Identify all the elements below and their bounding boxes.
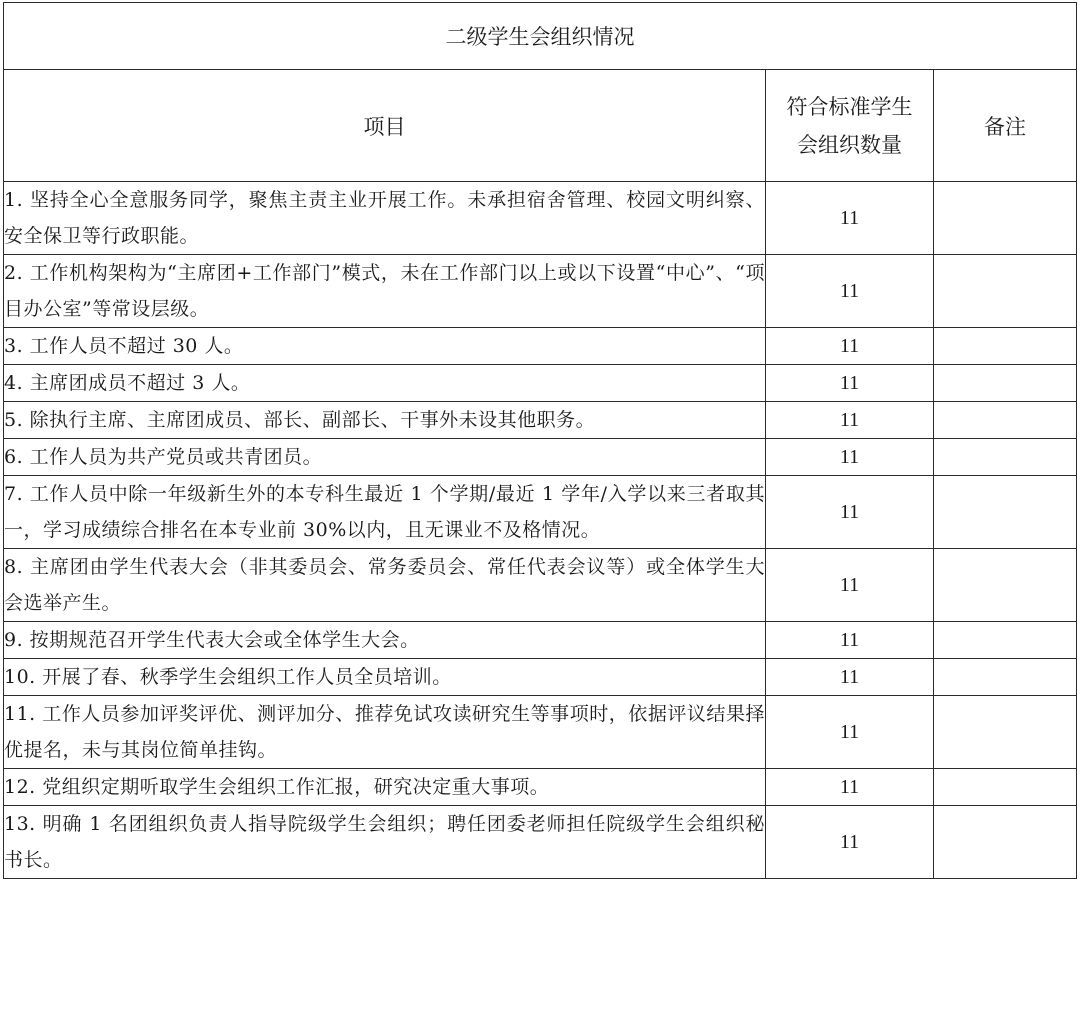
row-item: 2. 工作机构架构为“主席团+工作部门”模式，未在工作部门以上或以下设置“中心”、“项目办公室”等常设层级。 [4,255,766,328]
row-note [934,402,1077,439]
row-count: 11 [766,769,934,806]
row-count: 11 [766,255,934,328]
row-note [934,769,1077,806]
row-item: 4. 主席团成员不超过 3 人。 [4,365,766,402]
title-row [4,3,1077,70]
row-note [934,476,1077,549]
row-count: 11 [766,439,934,476]
row-note [934,439,1077,476]
table-row [4,402,1077,439]
table-row [4,659,1077,696]
row-note [934,255,1077,328]
row-note [934,549,1077,622]
row-note [934,659,1077,696]
row-item: 10. 开展了春、秋季学生会组织工作人员全员培训。 [4,659,766,696]
row-note [934,806,1077,879]
row-count: 11 [766,476,934,549]
row-note [934,622,1077,659]
table-title: 二级学生会组织情况 [4,3,1077,70]
row-item: 9. 按期规范召开学生代表大会或全体学生大会。 [4,622,766,659]
table-row [4,696,1077,769]
table-row [4,622,1077,659]
row-count: 11 [766,182,934,255]
header-item: 项目 [4,70,766,182]
row-count: 11 [766,328,934,365]
row-item: 1. 坚持全心全意服务同学，聚焦主责主业开展工作。未承担宿舍管理、校园文明纠察、安全保卫等行政职能。 [4,182,766,255]
header-count-line1: 符合标准学生 [786,94,913,119]
table-row [4,255,1077,328]
header-row [4,70,1077,182]
row-item: 8. 主席团由学生代表大会（非其委员会、常务委员会、常任代表会议等）或全体学生大会选举产生。 [4,549,766,622]
table-row [4,365,1077,402]
row-item: 12. 党组织定期听取学生会组织工作汇报，研究决定重大事项。 [4,769,766,806]
row-count: 11 [766,696,934,769]
row-item: 5. 除执行主席、主席团成员、部长、副部长、干事外未设其他职务。 [4,402,766,439]
header-note: 备注 [934,70,1077,182]
row-item: 13. 明确 1 名团组织负责人指导院级学生会组织；聘任团委老师担任院级学生会组织秘书长。 [4,806,766,879]
row-count: 11 [766,622,934,659]
row-count: 11 [766,659,934,696]
row-count: 11 [766,549,934,622]
row-count: 11 [766,402,934,439]
table-row [4,476,1077,549]
header-count [766,70,934,182]
table-row [4,182,1077,255]
table-row [4,439,1077,476]
student-union-table [3,2,1077,879]
row-item: 7. 工作人员中除一年级新生外的本专科生最近 1 个学期/最近 1 学年/入学以来三者取其一，学习成绩综合排名在本专业前 30%以内，且无课业不及格情况。 [4,476,766,549]
row-item: 11. 工作人员参加评奖评优、测评加分、推荐免试攻读研究生等事项时，依据评议结果择优提名，未与其岗位简单挂钩。 [4,696,766,769]
table-row [4,328,1077,365]
row-count: 11 [766,806,934,879]
row-count: 11 [766,365,934,402]
table-row [4,549,1077,622]
row-item: 3. 工作人员不超过 30 人。 [4,328,766,365]
header-count-line2: 会组织数量 [797,132,902,157]
table-row [4,806,1077,879]
row-note [934,328,1077,365]
row-note [934,182,1077,255]
table-row [4,769,1077,806]
row-note [934,696,1077,769]
row-item: 6. 工作人员为共产党员或共青团员。 [4,439,766,476]
row-note [934,365,1077,402]
